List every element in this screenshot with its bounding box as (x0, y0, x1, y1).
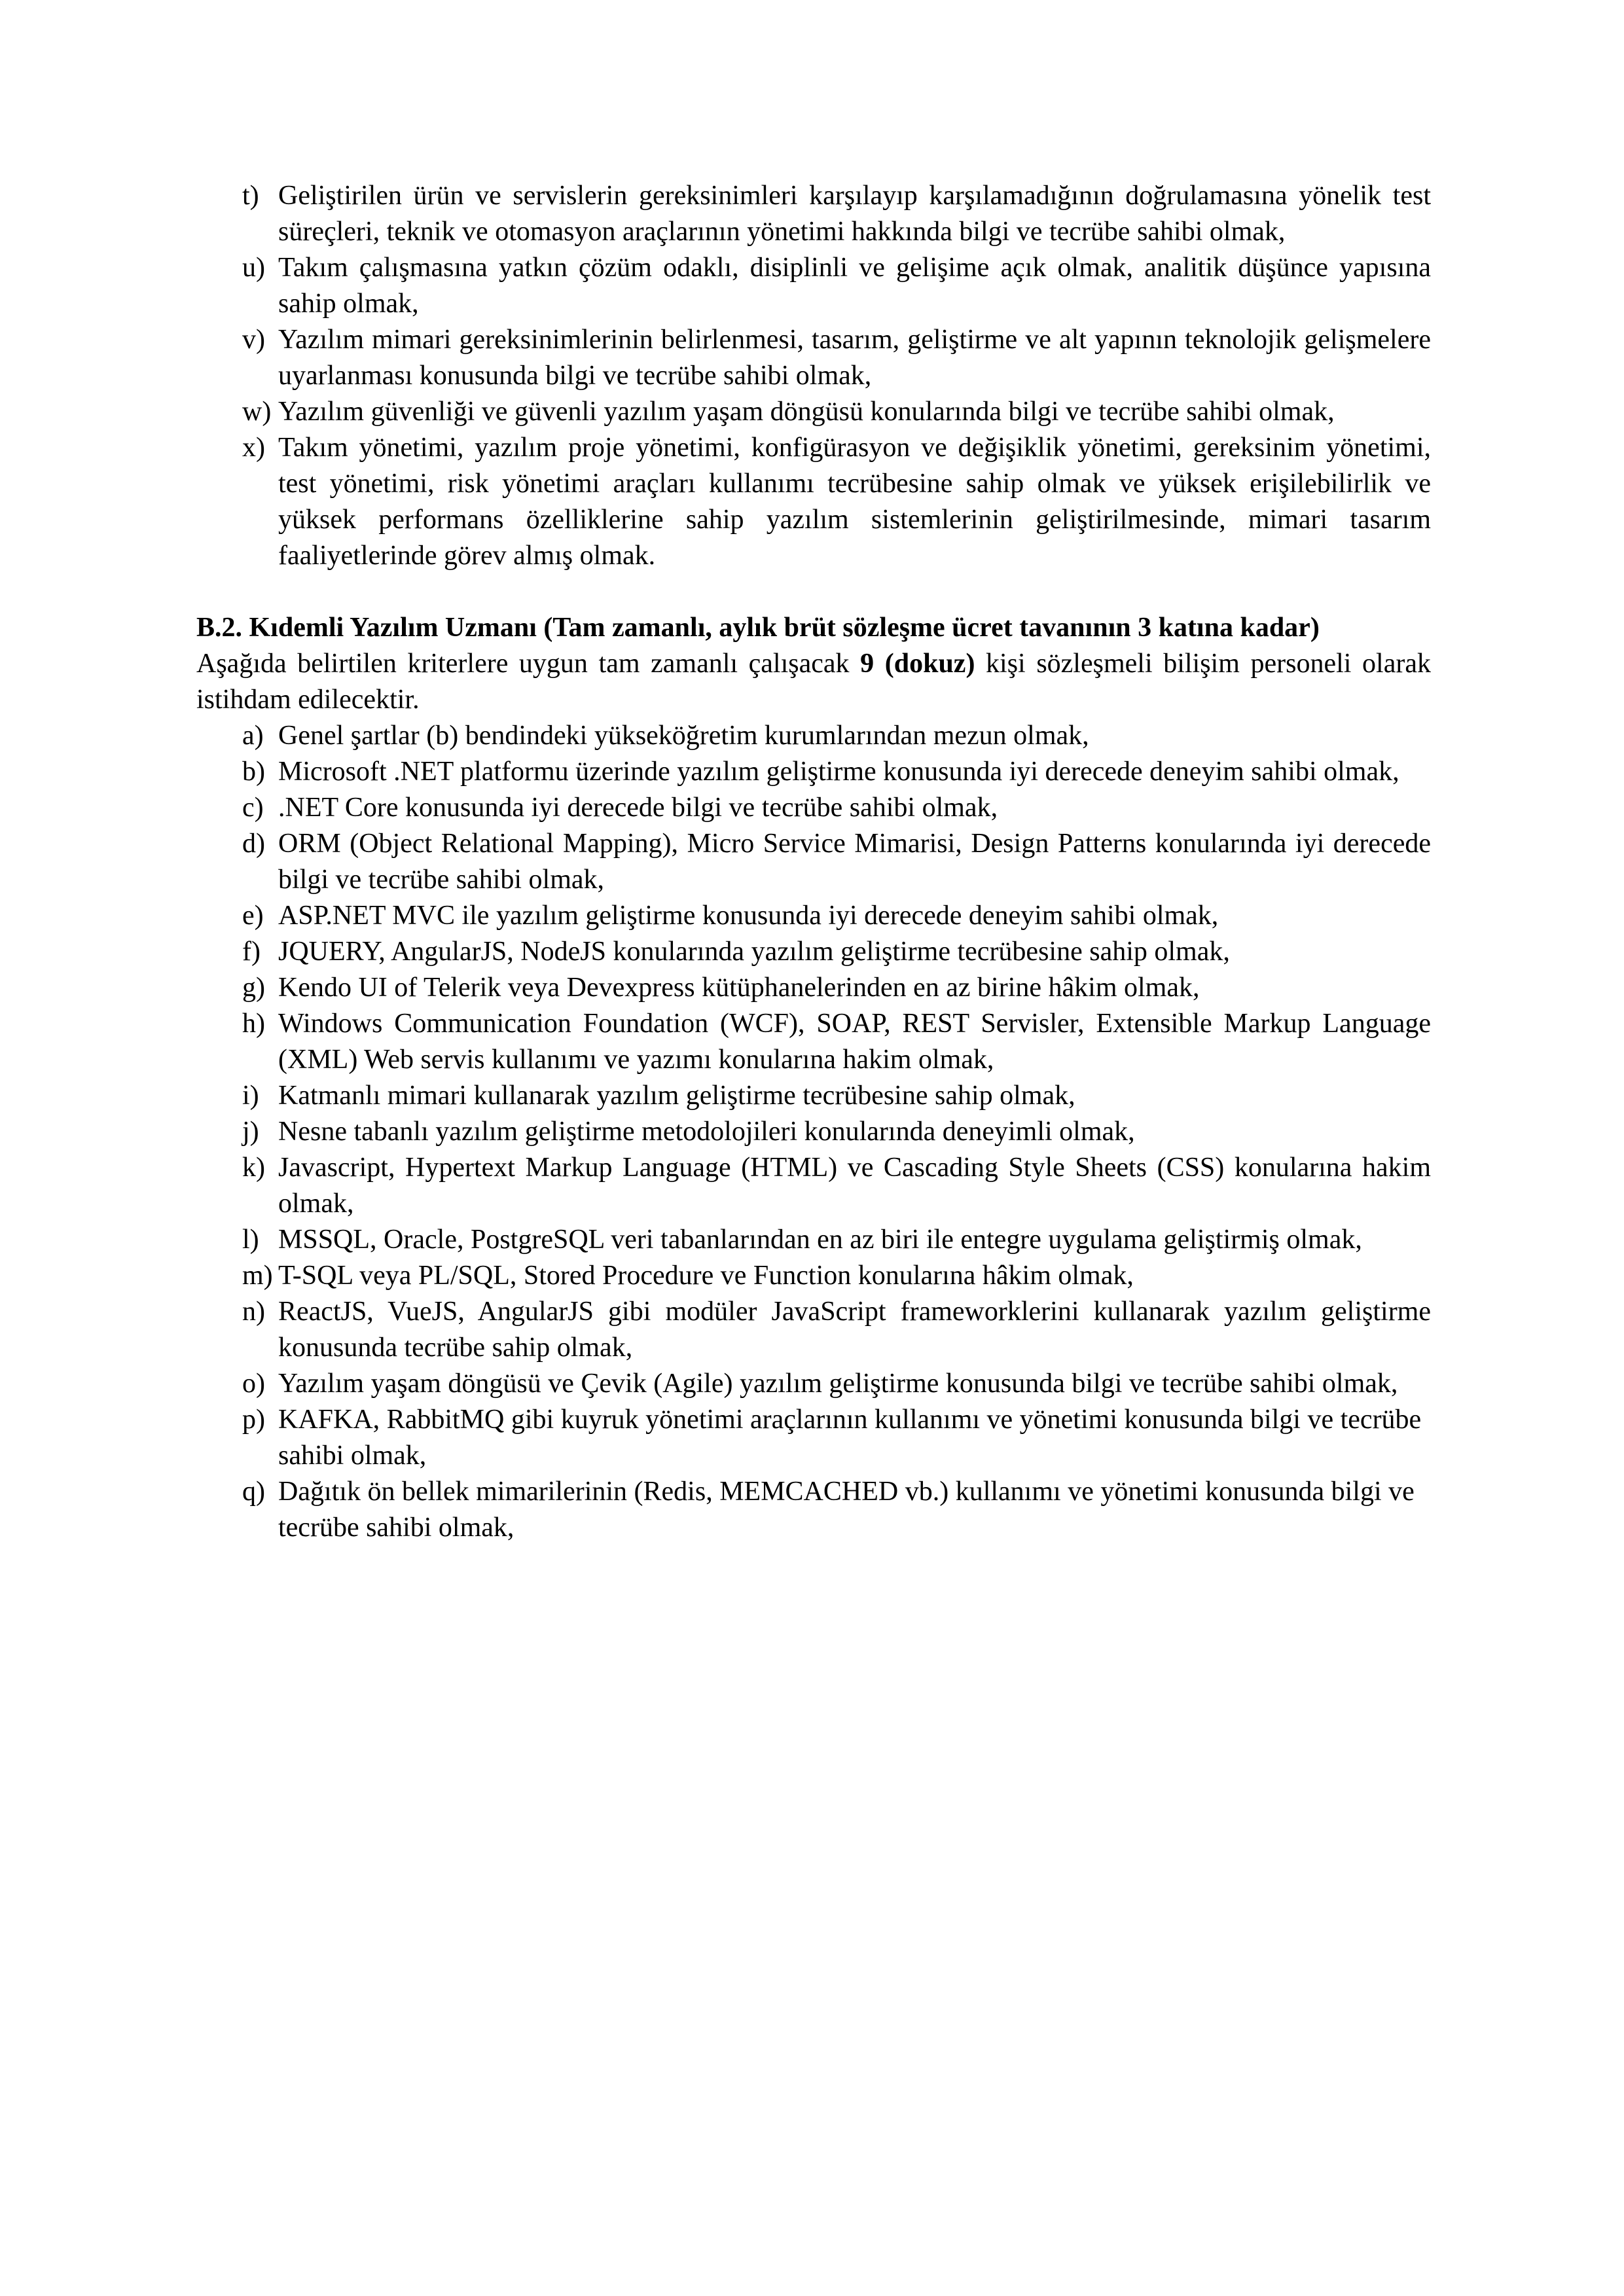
list-marker: o) (242, 1369, 265, 1399)
intro-count-bold: 9 (dokuz) (860, 649, 975, 679)
list-item (196, 1366, 1431, 1402)
list-item-text: MSSQL, Oracle, PostgreSQL veri tabanlarından en az biri ile entegre uygulama geliştirmiş olmak, (278, 1225, 1362, 1255)
list-item-text: Yazılım mimari gereksinimlerinin belirlenmesi, tasarım, geliştirme ve alt yapının teknolojik gelişmelere uyarlanması konusunda bilgi ve tecrübe sahibi olmak, (278, 325, 1431, 391)
list-item (196, 826, 1431, 898)
list-marker: q) (242, 1477, 265, 1507)
list-item (196, 1222, 1431, 1258)
list-item (196, 934, 1431, 970)
list-item-text: Yazılım güvenliği ve güvenli yazılım yaşam döngüsü konularında bilgi ve tecrübe sahibi olmak, (278, 397, 1335, 427)
section-heading-b2: B.2. Kıdemli Yazılım Uzmanı (Tam zamanlı, aylık brüt sözleşme ücret tavanının 3 katına kadar) (196, 613, 1320, 643)
list-marker: e) (242, 901, 264, 931)
list-marker: u) (242, 253, 265, 283)
list-item-text: ASP.NET MVC ile yazılım geliştirme konusunda iyi derecede deneyim sahibi olmak, (278, 901, 1219, 931)
list-item-text: Takım çalışmasına yatkın çözüm odaklı, disiplinli ve gelişime açık olmak, analitik düşünce yapısına sahip olmak, (278, 253, 1431, 319)
list-item-text: Javascript, Hypertext Markup Language (HTML) ve Cascading Style Sheets (CSS) konularına hakim olmak, (278, 1153, 1431, 1219)
list-marker: j) (242, 1117, 259, 1147)
list-item-text: Yazılım yaşam döngüsü ve Çevik (Agile) yazılım geliştirme konusunda bilgi ve tecrübe sahibi olmak, (278, 1369, 1398, 1399)
list-item (196, 394, 1431, 430)
intro-text-after: kişi sözleşmeli bilişim personeli olarak istihdam edilecektir. (196, 649, 1431, 715)
list-item (196, 178, 1431, 250)
list-marker: c) (242, 793, 264, 823)
list-item-text: JQUERY, AngularJS, NodeJS konularında yazılım geliştirme tecrübesine sahip olmak, (278, 937, 1230, 967)
list-item-text: ReactJS, VueJS, AngularJS gibi modüler JavaScript frameworklerini kullanarak yazılım geliştirme konusunda tecrübe sahip olmak, (278, 1297, 1431, 1363)
list-item (196, 970, 1431, 1006)
list-marker: x) (242, 433, 265, 463)
list-marker: n) (242, 1297, 265, 1327)
section-b2-intro (196, 646, 1431, 718)
list-marker: t) (242, 181, 259, 211)
list-item (196, 430, 1431, 574)
list-item-text: T-SQL veya PL/SQL, Stored Procedure ve Function konularına hâkim olmak, (278, 1261, 1134, 1291)
list-item-text: Microsoft .NET platformu üzerinde yazılım geliştirme konusunda iyi derecede deneyim sahibi olmak, (278, 757, 1399, 787)
list-marker: d) (242, 829, 265, 859)
list-marker: h) (242, 1009, 265, 1039)
document-content (196, 178, 1431, 1546)
list-marker: m) (242, 1261, 273, 1291)
list-item-text: Windows Communication Foundation (WCF), SOAP, REST Servisler, Extensible Markup Language (XML) Web servis kullanımı ve yazımı konularına hakim olmak, (278, 1009, 1431, 1075)
list-marker: i) (242, 1081, 259, 1111)
continued-lettered-list (196, 178, 1431, 574)
list-item (196, 1294, 1431, 1366)
list-item (196, 1006, 1431, 1078)
list-marker: k) (242, 1153, 265, 1183)
list-item-text: Katmanlı mimari kullanarak yazılım geliştirme tecrübesine sahip olmak, (278, 1081, 1075, 1111)
list-item (196, 718, 1431, 754)
list-item (196, 1150, 1431, 1222)
list-item (196, 898, 1431, 934)
list-item (196, 1474, 1431, 1546)
list-item (196, 1078, 1431, 1114)
list-item (196, 1402, 1431, 1474)
list-item (196, 322, 1431, 394)
list-item-text: Geliştirilen ürün ve servislerin gereksinimleri karşılayıp karşılamadığının doğrulamasına yönelik test süreçleri, teknik ve otomasyon araçlarının yönetimi hakkında bilgi ve tecrübe sahibi olmak, (278, 181, 1431, 247)
list-item (196, 1114, 1431, 1150)
list-marker: g) (242, 973, 265, 1003)
list-item-text: Kendo UI of Telerik veya Devexpress kütüphanelerinden en az birine hâkim olmak, (278, 973, 1200, 1003)
list-marker: a) (242, 721, 264, 751)
list-marker: f) (242, 937, 261, 967)
list-marker: p) (242, 1405, 265, 1435)
list-item-text: Dağıtık ön bellek mimarilerinin (Redis, MEMCACHED vb.) kullanımı ve yönetimi konusunda bilgi ve tecrübe sahibi olmak, (278, 1477, 1415, 1543)
section-spacer (196, 574, 1431, 610)
list-item (196, 790, 1431, 826)
list-item-text: Nesne tabanlı yazılım geliştirme metodolojileri konularında deneyimli olmak, (278, 1117, 1135, 1147)
list-item-text: ORM (Object Relational Mapping), Micro Service Mimarisi, Design Patterns konularında iyi derecede bilgi ve tecrübe sahibi olmak, (278, 829, 1431, 895)
list-item-text: KAFKA, RabbitMQ gibi kuyruk yönetimi araçlarının kullanımı ve yönetimi konusunda bilgi ve tecrübe sahibi olmak, (278, 1405, 1422, 1471)
list-marker: b) (242, 757, 265, 787)
list-marker: v) (242, 325, 265, 355)
list-marker: w) (242, 397, 272, 427)
list-marker: l) (242, 1225, 259, 1255)
section-b2-list (196, 718, 1431, 1546)
list-item-text: Genel şartlar (b) bendindeki yükseköğretim kurumlarından mezun olmak, (278, 721, 1089, 751)
list-item-text: .NET Core konusunda iyi derecede bilgi ve tecrübe sahibi olmak, (278, 793, 998, 823)
list-item (196, 1258, 1431, 1294)
intro-text-before: Aşağıda belirtilen kriterlere uygun tam zamanlı çalışacak (196, 649, 861, 679)
list-item (196, 754, 1431, 790)
list-item (196, 250, 1431, 322)
list-item-text: Takım yönetimi, yazılım proje yönetimi, konfigürasyon ve değişiklik yönetimi, gereksinim yönetimi, test yönetimi, risk yönetimi araçları kullanımı tecrübesine sahip olmak ve yüksek erişilebilirlik ve yüksek performans özelliklerine sahip yazılım sistemlerinin geliştirilmesinde, mimari tasarım faaliyetlerinde görev almış olmak. (278, 433, 1431, 571)
